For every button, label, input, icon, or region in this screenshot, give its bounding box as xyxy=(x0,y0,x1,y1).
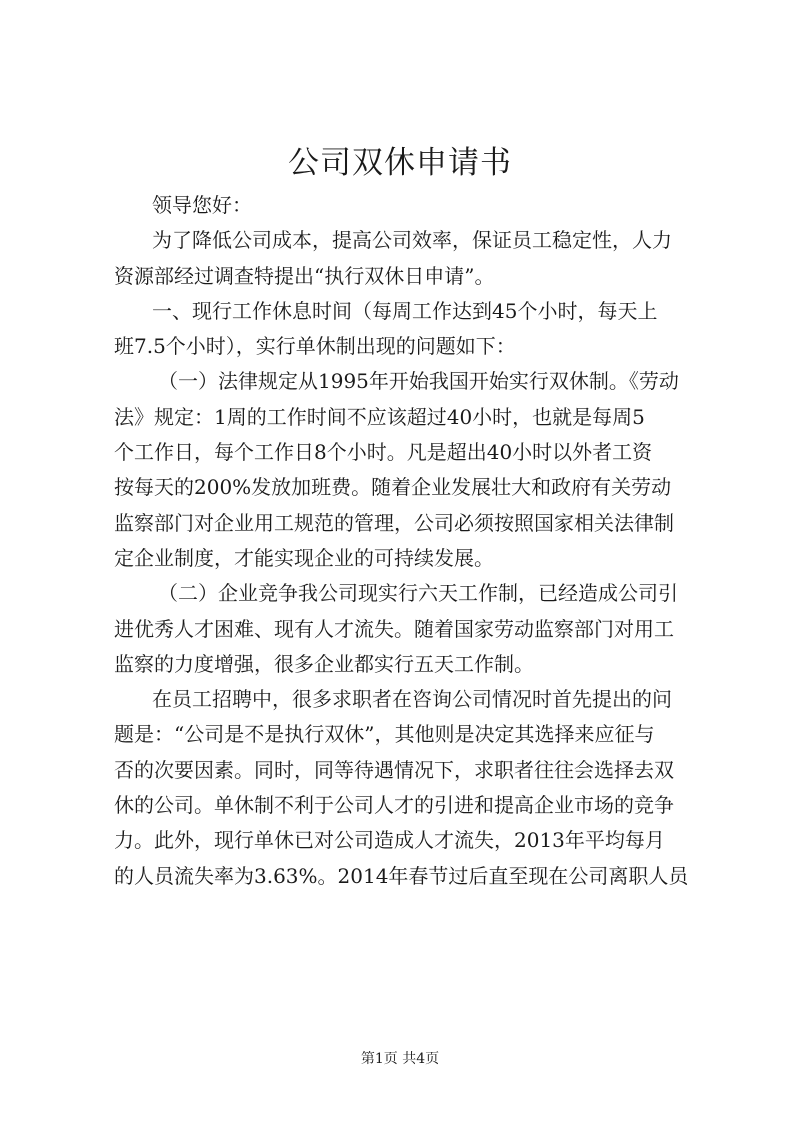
salutation-line: 领导您好： xyxy=(152,193,252,217)
paragraph-line: （二）企业竞争我公司现实行六天工作制，已经造成公司引 xyxy=(158,581,678,606)
document-body xyxy=(114,188,688,894)
paragraph-line: 法》规定：1周的工作时间不应该超过40小时，也就是每周5 xyxy=(114,404,645,429)
document-title: 公司双休申请书 xyxy=(288,145,512,181)
paragraph-line: 监察部门对企业用工规范的管理，公司必须按照国家相关法律制 xyxy=(114,510,674,535)
paragraph-line: 的人员流失率为3.63%。2014年春节过后直至现在公司离职人员 xyxy=(114,863,688,888)
paragraph-line: 题是：“公司是不是执行双休”，其他则是决定其选择来应征与 xyxy=(114,722,655,747)
paragraph-line: 力。此外，现行单休已对公司造成人才流失，2013年平均每月 xyxy=(114,828,665,853)
paragraph-line: 一、现行工作休息时间（每周工作达到45个小时，每天上 xyxy=(152,298,658,323)
paragraph-line: 否的次要因素。同时，同等待遇情况下，求职者往往会选择去双 xyxy=(114,757,674,782)
paragraph-line: 监察的力度增强，很多企业都实行五天工作制。 xyxy=(114,651,534,676)
paragraph-line: 资源部经过调查特提出“执行双休日申请”。 xyxy=(114,263,495,288)
paragraph-line: 为了降低公司成本，提高公司效率，保证员工稳定性，人力 xyxy=(152,228,672,253)
page-number-footer: 第1页 共4页 xyxy=(360,1051,440,1067)
paragraph-line: 休的公司。单休制不利于公司人才的引进和提高企业市场的竞争 xyxy=(114,793,674,818)
paragraph-line: （一）法律规定从1995年开始我国开始实行双休制。《劳动 xyxy=(158,369,679,394)
paragraph-line: 个工作日，每个工作日8个小时。凡是超出40小时以外者工资 xyxy=(114,440,653,465)
paragraph-line: 定企业制度，才能实现企业的可持续发展。 xyxy=(114,545,494,570)
paragraph-line: 班7.5个小时），实行单休制出现的问题如下： xyxy=(114,334,516,359)
paragraph-line: 进优秀人才困难、现有人才流失。随着国家劳动监察部门对用工 xyxy=(114,616,674,641)
paragraph-line: 在员工招聘中，很多求职者在咨询公司情况时首先提出的问 xyxy=(152,687,672,712)
paragraph-line: 按每天的200%发放加班费。随着企业发展壮大和政府有关劳动 xyxy=(114,475,672,500)
